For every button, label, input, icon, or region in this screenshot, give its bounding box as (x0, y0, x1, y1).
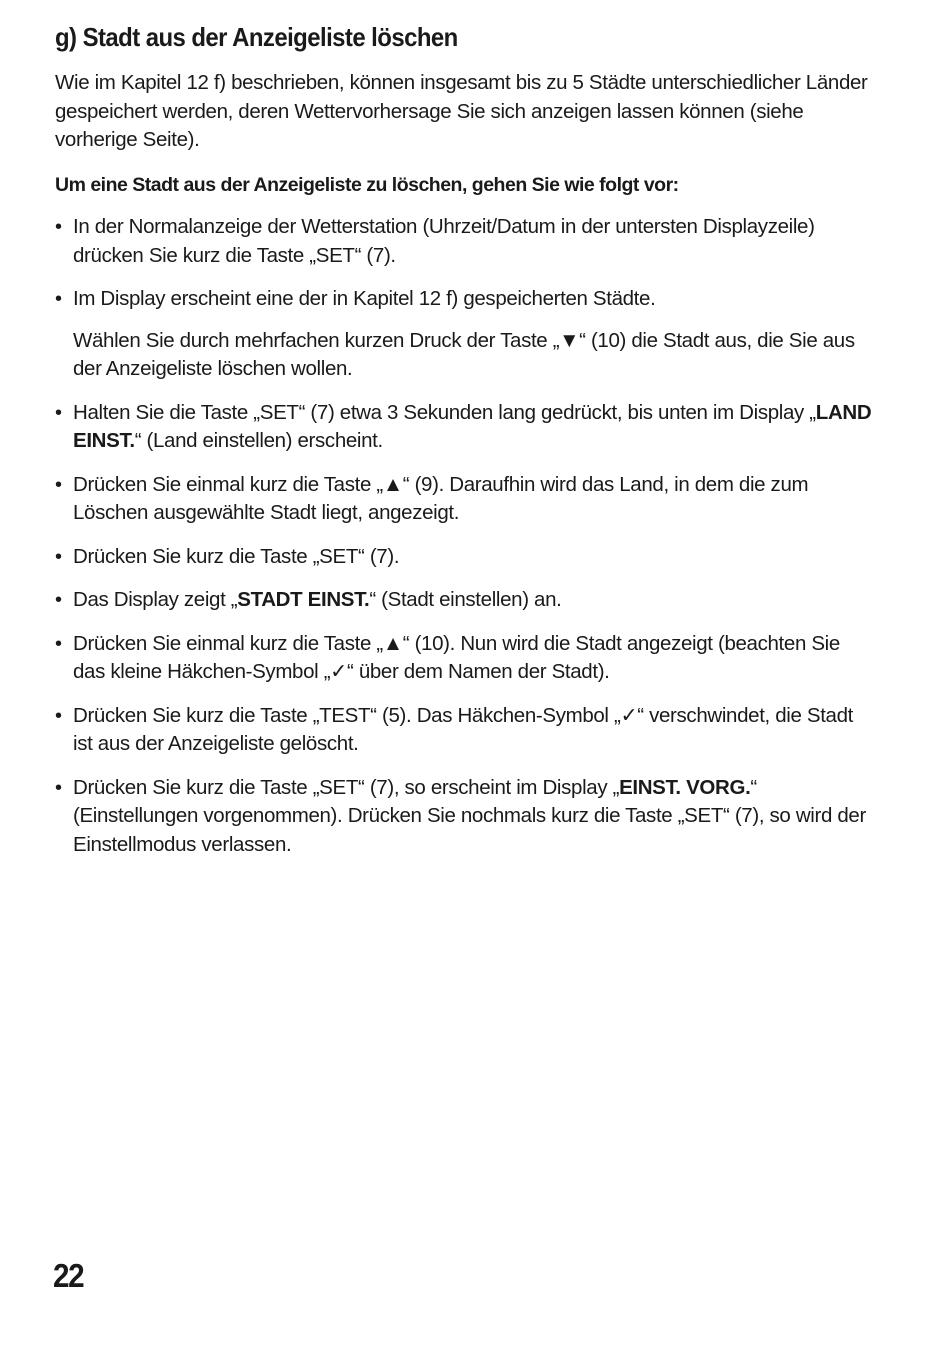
step-text: Drücken Sie kurz die Taste „TEST“ (5). Das Häkchen-Symbol „✓“ verschwindet, die Stadt ist aus der Anzeigeliste gelöscht. (73, 703, 854, 755)
step-text: Im Display erscheint eine der in Kapitel 12 f) gespeicherten Städte. (73, 287, 656, 310)
step-text: Drücken Sie einmal kurz die Taste „▲“ (9). Daraufhin wird das Land, in dem die zum Löschen ausgewählte Stadt liegt, angezeigt. (73, 472, 809, 524)
bullet-icon: • (55, 401, 62, 424)
bullet-icon: • (55, 473, 62, 496)
bullet-icon: • (55, 704, 62, 727)
bullet-icon: • (55, 632, 62, 655)
step-text: Drücken Sie kurz die Taste „SET“ (7), so erscheint im Display „ (73, 775, 620, 799)
step-text: “ (Einstellungen vorgenommen). Drücken Sie nochmals kurz die Taste „SET“ (7), so wird der Einstellmodus verlassen. (73, 775, 866, 856)
step-list (55, 213, 875, 859)
step-text: Halten Sie die Taste „SET“ (7) etwa 3 Sekunden lang gedrückt, bis unten im Display „ (73, 400, 816, 424)
list-item (55, 586, 875, 615)
list-item-continuation (55, 327, 875, 384)
list-item (55, 213, 875, 270)
intro-paragraph: Wie im Kapitel 12 f) beschrieben, können insgesamt bis zu 5 Städte unterschiedlicher Länder gespeichert werden, deren Wettervorhersage Sie sich anzeigen lassen können (siehe vorherige Seite). (55, 71, 868, 151)
list-item (55, 702, 875, 759)
bullet-icon: • (55, 545, 62, 568)
step-text: Wählen Sie durch mehrfachen kurzen Druck der Taste „▼“ (10) die Stadt aus, die Sie aus der Anzeigeliste löschen wollen. (73, 328, 855, 380)
display-text: STADT EINST. (237, 588, 370, 611)
step-text: “ (Stadt einstellen) an. (369, 588, 562, 611)
list-item (55, 399, 875, 456)
step-text: “ (Land einstellen) erscheint. (134, 429, 383, 452)
step-text: Drücken Sie einmal kurz die Taste „▲“ (10). Nun wird die Stadt angezeigt (beachten Sie das kleine Häkchen-Symbol „✓“ über dem Namen der Stadt). (73, 631, 840, 683)
bullet-icon: • (55, 776, 62, 799)
bullet-icon: • (55, 288, 62, 310)
page-content (55, 22, 875, 874)
display-text: EINST. VORG. (619, 775, 751, 799)
list-item (55, 630, 875, 687)
list-item (55, 774, 875, 860)
bullet-icon: • (55, 216, 62, 238)
list-item (55, 543, 875, 572)
bullet-icon: • (55, 589, 62, 611)
list-item (55, 471, 875, 528)
step-text: Das Display zeigt „ (73, 588, 238, 611)
display-text: LAND EINST. (73, 400, 872, 452)
list-item (55, 285, 875, 314)
section-heading: g) Stadt aus der Anzeigeliste löschen (55, 22, 458, 52)
step-text: Drücken Sie kurz die Taste „SET“ (7). (73, 544, 400, 568)
page-number: 22 (53, 1257, 84, 1294)
step-text: In der Normalanzeige der Wetterstation (Uhrzeit/Datum in der untersten Displayzeile) drücken Sie kurz die Taste „SET“ (7). (73, 215, 815, 267)
instruction-lead: Um eine Stadt aus der Anzeigeliste zu löschen, gehen Sie wie folgt vor: (55, 173, 679, 196)
